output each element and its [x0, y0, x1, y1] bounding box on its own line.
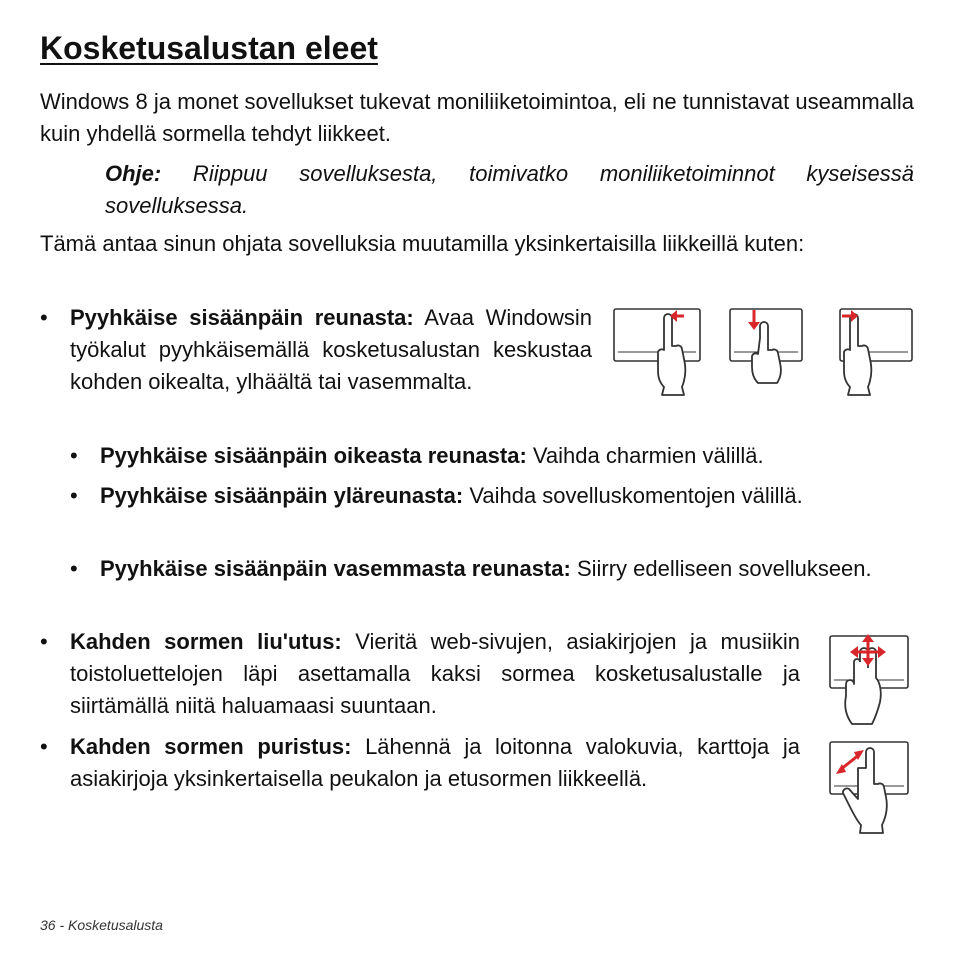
bullet-text: Siirry edelliseen sovellukseen. — [570, 556, 872, 581]
note-paragraph — [105, 158, 914, 222]
bullet-label: Pyyhkäise sisäänpäin reunasta: — [70, 305, 414, 330]
note-label: Ohje: — [105, 161, 162, 186]
bullet-text: Lähennä ja loitonna valokuvia, karttoja ja asiakirjoja yksinkertaisella peukalon ja etusormen liikkeellä. — [70, 734, 801, 791]
lead-paragraph: Tämä antaa sinun ohjata sovelluksia muutamilla yksinkertaisilla liikkeillä kuten: — [40, 231, 805, 256]
bullet-text: Vaihda sovelluskomentojen välillä. — [463, 483, 803, 508]
two-finger-scroll-icon — [826, 632, 916, 734]
swipe-left-edge-icon — [838, 306, 930, 398]
sub-bullet-left-edge — [100, 553, 914, 585]
page-footer: 36 - Kosketusalusta — [40, 917, 163, 933]
bullet-label: Pyyhkäise sisäänpäin yläreunasta: — [100, 483, 464, 508]
two-finger-pinch-icon — [826, 738, 916, 838]
bullet-text: Vieritä web-sivujen, asiakirjojen ja musiikin toistoluettelojen läpi asettamalla kaksi sormea kosketusalustalle ja siirtämällä niitä haluamaasi suuntaan. — [70, 629, 801, 718]
bullet-label: Kahden sormen puristus: — [70, 734, 352, 759]
intro-paragraph: Windows 8 ja monet sovellukset tukevat moniliiketoimintoa, eli ne tunnistavat useammalla kuin yhdellä sormella tehdyt liikkeet. — [40, 89, 914, 146]
page-title: Kosketusalustan eleet — [40, 30, 378, 66]
bullet-two-finger-scroll — [70, 626, 800, 722]
swipe-right-edge-icon — [612, 306, 704, 398]
bullet-two-finger-pinch — [70, 731, 800, 795]
bullet-label: Pyyhkäise sisäänpäin vasemmasta reunasta: — [100, 556, 571, 581]
bullet-marker: • — [40, 305, 48, 330]
swipe-top-edge-icon — [728, 306, 820, 398]
bullet-marker: • — [40, 734, 48, 759]
bullet-marker: • — [40, 629, 48, 654]
sub-bullet-top-edge — [100, 480, 914, 512]
bullet-text: Avaa Windowsin työkalut pyyhkäisemällä kosketusalustan keskustaa kohden oikealta, ylhäältä tai vasemmalta. — [70, 305, 592, 394]
bullet-text: Vaihda charmien välillä. — [526, 443, 764, 468]
bullet-edge-swipe — [70, 302, 592, 398]
bullet-label: Pyyhkäise sisäänpäin oikeasta reunasta: — [100, 443, 527, 468]
bullet-label: Kahden sormen liu'utus: — [70, 629, 342, 654]
sub-bullet-right-edge — [100, 440, 914, 472]
bullet-marker: • — [70, 556, 78, 581]
bullet-marker: • — [70, 483, 78, 508]
bullet-marker: • — [70, 443, 78, 468]
note-text: Riippuu sovelluksesta, toimivatko moniliiketoiminnot kyseisessä sovelluksessa. — [105, 161, 914, 218]
